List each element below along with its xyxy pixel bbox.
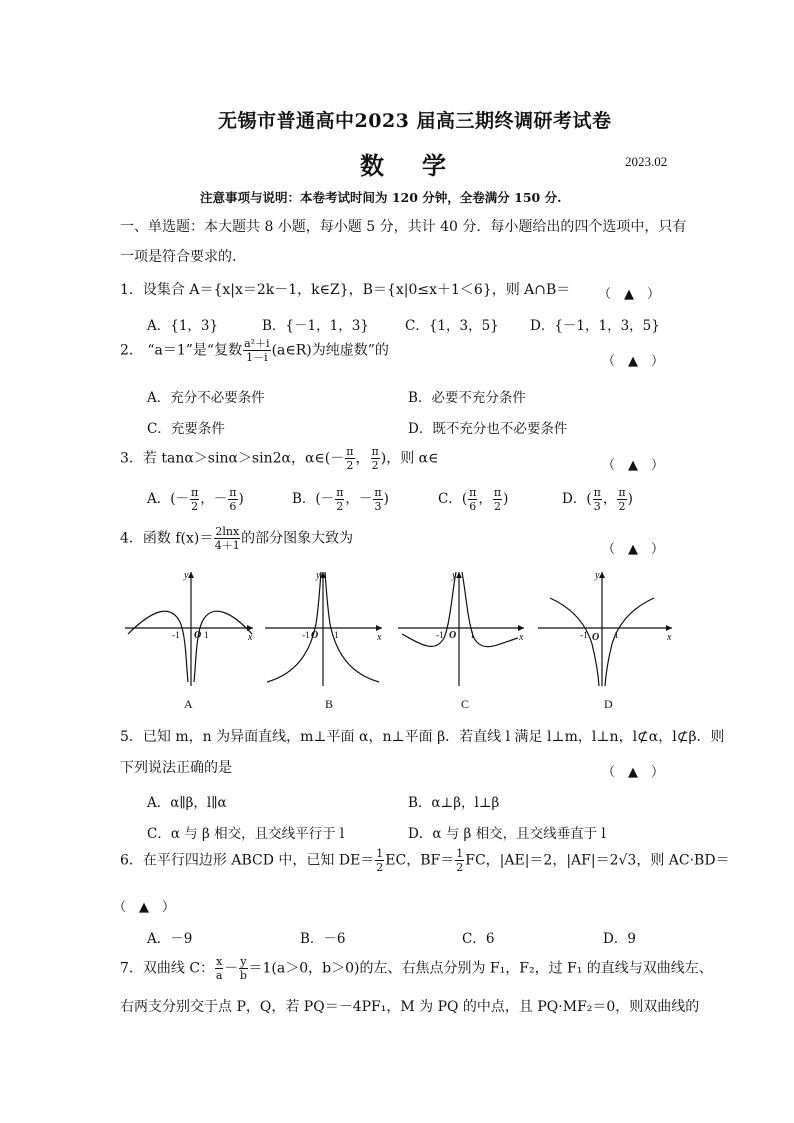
q6-f1-num: 1	[376, 847, 384, 860]
q3-c-f2-den: 2	[493, 500, 501, 513]
q6-frac-1	[375, 848, 384, 873]
q3-c-f2-num: π	[493, 486, 502, 499]
q5-option-c: C．α 与 β 相交，且交线平行于 l	[147, 826, 345, 842]
graph-b-neg1-tick: -1	[302, 631, 310, 641]
graph-d-curve-right	[605, 598, 654, 686]
q3-b-f2-den: 3	[374, 500, 382, 513]
q6-f1-den: 2	[376, 861, 384, 874]
q3-c-pre: C．(	[438, 491, 468, 507]
q6-answer-mark: （ ▲ ）	[113, 900, 175, 915]
q7-line-2: 右两支分别交于点 P，Q，若 PQ＝－4PF₁，M 为 PQ 的中点，且 PQ·MF₂＝0，则双曲线的	[120, 999, 700, 1015]
q4-frac-num: 2lnx	[215, 525, 240, 538]
q3-d-f1-den: 3	[593, 500, 601, 513]
graph-b-curve-right	[325, 572, 379, 682]
q5-option-d: D．α 与 β 相交，且交线垂直于 l	[408, 826, 606, 842]
graph-a-label: A	[184, 697, 193, 711]
q6-stem-p1: 6．在平行四边形 ABCD 中，已知 DE＝	[120, 852, 375, 869]
q2-option-d: D．既不充分也不必要条件	[408, 421, 568, 437]
q3-d-mid: ，	[602, 491, 617, 507]
q6-option-a: A．－9	[147, 931, 193, 947]
q6-f2-num: 1	[456, 847, 464, 860]
graph-d-x-arrow	[666, 625, 672, 631]
q3-answer-mark: （ ▲ ）	[602, 458, 664, 473]
graph-b-pos1-tick: 1	[334, 631, 339, 641]
q2-answer-mark: （ ▲ ）	[602, 354, 664, 369]
q3-a-mid: ，－	[200, 491, 228, 507]
q3-a-f1-num: π	[191, 486, 199, 499]
q3-d-frac-1	[593, 487, 602, 512]
q2-option-a: A．充分不必要条件	[147, 390, 265, 406]
q3-c-mid: ，	[478, 491, 492, 507]
q6-stem-p2: EC，BF＝	[385, 852, 455, 869]
q3-b-f1-num: π	[336, 486, 344, 499]
graph-a-neg1-tick: -1	[172, 631, 180, 641]
q3-b-frac-1	[335, 487, 344, 512]
graph-a-curve-right	[194, 611, 252, 682]
q7-stem	[120, 956, 713, 981]
graph-c-x-label: x	[519, 632, 524, 643]
q5-line-1: 5．已知 m，n 为异面直线，m⊥平面 α，n⊥平面 β．若直线 l 满足 l⊥m，l⊥n，l⊄α，l⊄β．则	[120, 729, 725, 745]
graph-c-origin-label: O	[449, 630, 457, 641]
graph-d-origin-label: O	[592, 632, 600, 643]
q3-stem	[120, 446, 438, 471]
graph-b-y-label: y	[316, 570, 321, 581]
q7-f1-den: a	[215, 969, 223, 982]
graph-c-y-arrow	[456, 572, 462, 578]
q4-stem-post: 的部分图象大致为	[241, 530, 354, 547]
q3-c-frac-2	[493, 487, 502, 512]
q3-b-pre: B．(－	[292, 491, 335, 507]
q4-graphs	[120, 564, 680, 714]
q3-d-post: )	[627, 491, 633, 507]
q1-option-c: C．{1，3，5}	[405, 318, 499, 334]
q3-b-post: )	[383, 491, 389, 507]
q3-a-frac-1	[190, 487, 199, 512]
subject-title	[360, 146, 446, 181]
q4-frac-den: 4＋1	[214, 539, 240, 552]
exam-date: 2023.02	[625, 154, 668, 169]
q3-option-d	[562, 487, 633, 512]
q2-option-b: B．必要不充分条件	[408, 390, 526, 406]
q3-a-f1-den: 2	[191, 500, 199, 513]
q3-d-f2-den: 2	[618, 500, 626, 513]
q6-frac-2	[455, 848, 464, 873]
q3-d-frac-2	[617, 487, 626, 512]
q6-stem	[120, 848, 730, 873]
q3-b-frac-2	[373, 487, 382, 512]
q3-frac-2-num: π	[371, 445, 379, 458]
q6-option-b: B．－6	[300, 931, 346, 947]
q4-fraction	[214, 526, 240, 551]
graph-a-x-label: x	[248, 632, 253, 643]
q2-stem	[120, 338, 389, 363]
graph-d-neg1-tick: -1	[580, 631, 588, 641]
q7-stem-p1: 7．双曲线 C：	[120, 960, 215, 977]
q3-stem-pre: 3．若 tanα＞sinα＞sin2α，α∈(－	[120, 450, 345, 467]
q2-option-c: C．充要条件	[147, 421, 225, 437]
q3-a-pre: A．(－	[147, 491, 190, 507]
q3-c-f1-num: π	[469, 486, 477, 499]
graph-c-curve-left	[402, 572, 456, 646]
q3-option-b	[292, 487, 389, 512]
subject-char-2: 学	[422, 151, 446, 180]
q3-stem-mid: ，	[355, 450, 370, 467]
q7-f2-den: b	[239, 969, 247, 982]
q5-option-b: B．α⊥β，l⊥β	[408, 795, 500, 811]
graph-c-y-label: y	[452, 570, 457, 581]
q7-frac-1	[215, 956, 223, 981]
q3-c-frac-1	[468, 487, 477, 512]
q3-b-mid: ，－	[345, 491, 373, 507]
q3-b-f1-den: 2	[336, 500, 344, 513]
q3-frac-1	[345, 446, 354, 471]
q4-stem	[120, 526, 353, 551]
q1-option-a: A．{1，3}	[147, 318, 219, 334]
graph-d-label: D	[604, 697, 613, 711]
q3-stem-post: )，则 α∈	[380, 450, 439, 467]
q1-option-d: D．{－1，1，3，5}	[530, 318, 660, 334]
q7-minus: －	[224, 960, 239, 977]
q6-stem-p3: FC，|AE|＝2，|AF|＝2√3，则 AC·BD＝	[465, 852, 730, 869]
q6-option-c: C．6	[462, 931, 495, 947]
q3-a-post: )	[238, 491, 244, 507]
graph-b-label: B	[325, 697, 334, 711]
q1-option-b: B．{－1，1，3}	[262, 318, 369, 334]
q3-b-f2-num: π	[374, 486, 382, 499]
section-1-line-2: 一项是符合要求的.	[120, 249, 237, 265]
q7-f1-num: x	[216, 955, 223, 968]
graph-a-y-arrow	[188, 572, 194, 578]
q3-c-post: )	[503, 491, 509, 507]
q2-frac-den: 1－i	[246, 351, 268, 364]
q6-f2-den: 2	[456, 861, 464, 874]
subject-char-1: 数	[360, 151, 384, 180]
q7-stem-p2: ＝1(a＞0，b＞0)的左、右焦点分别为 F₁，F₂，过 F₁ 的直线与双曲线左、	[248, 960, 713, 977]
q7-f2-num: y	[240, 955, 247, 968]
q2-fraction	[243, 338, 271, 363]
q2-stem-post: (a∈R)为纯虚数”的	[271, 342, 389, 359]
graph-d-pos1-tick: 1	[614, 631, 619, 641]
q5-answer-mark: （ ▲ ）	[602, 765, 664, 780]
q3-frac-1-den: 2	[346, 459, 354, 472]
q5-line-2: 下列说法正确的是	[120, 760, 232, 776]
graph-b-origin-label: O	[311, 630, 319, 641]
graph-d-x-label: x	[667, 632, 672, 643]
section-1-line-1: 一、单选题：本大题共 8 小题，每小题 5 分，共计 40 分．每小题给出的四个选项中，只有	[120, 219, 687, 235]
graph-c-pos1-tick: 1	[470, 631, 475, 641]
graph-a-origin-label: O	[194, 630, 202, 641]
q3-a-frac-2	[228, 487, 237, 512]
graph-d-y-label: y	[595, 570, 600, 581]
q3-d-pre: D．(	[562, 491, 592, 507]
q3-option-c	[438, 487, 508, 512]
graph-c-label: C	[461, 697, 470, 711]
q3-c-f1-den: 6	[469, 500, 477, 513]
graph-b-x-label: x	[377, 632, 382, 643]
q3-frac-2-den: 2	[371, 459, 379, 472]
graph-d-y-arrow	[599, 572, 605, 578]
q4-answer-mark: （ ▲ ）	[602, 542, 664, 557]
q1-answer-mark: （ ▲ ）	[598, 287, 660, 302]
q2-stem-pre: 2． “a＝1”是“复数	[120, 342, 243, 359]
q3-a-f2-den: 6	[229, 500, 237, 513]
q3-frac-2	[371, 446, 380, 471]
q7-frac-2	[239, 956, 247, 981]
q3-d-f2-num: π	[618, 486, 626, 499]
q3-d-f1-num: π	[593, 486, 601, 499]
q4-stem-pre: 4．函数 f(x)＝	[120, 530, 214, 547]
graph-c-x-arrow	[518, 625, 524, 631]
q1-stem: 1．设集合 A＝{x|x＝2k－1，k∈Z}，B＝{x|0≤x＋1＜6}，则 A∩B＝	[120, 282, 571, 298]
q3-a-f2-num: π	[229, 486, 237, 499]
q6-option-d: D．9	[603, 931, 636, 947]
graph-a-curve-left	[128, 611, 188, 682]
graph-a-y-label: y	[184, 570, 189, 581]
q3-option-a	[147, 487, 244, 512]
graph-a-pos1-tick: 1	[204, 631, 209, 641]
graph-c-neg1-tick: -1	[436, 631, 444, 641]
q5-option-a: A．α∥β，l∥α	[147, 795, 227, 811]
q2-frac-num: a²＋i	[244, 337, 270, 350]
exam-title: 无锡市普通高中2023 届高三期终调研考试卷	[218, 110, 612, 132]
exam-notice: 注意事项与说明：本卷考试时间为 120 分钟，全卷满分 150 分.	[200, 190, 562, 205]
graph-a-x-arrow	[247, 625, 253, 631]
graph-b-curve-left	[267, 572, 321, 682]
graph-b-x-arrow	[376, 625, 382, 631]
q3-frac-1-num: π	[346, 445, 354, 458]
